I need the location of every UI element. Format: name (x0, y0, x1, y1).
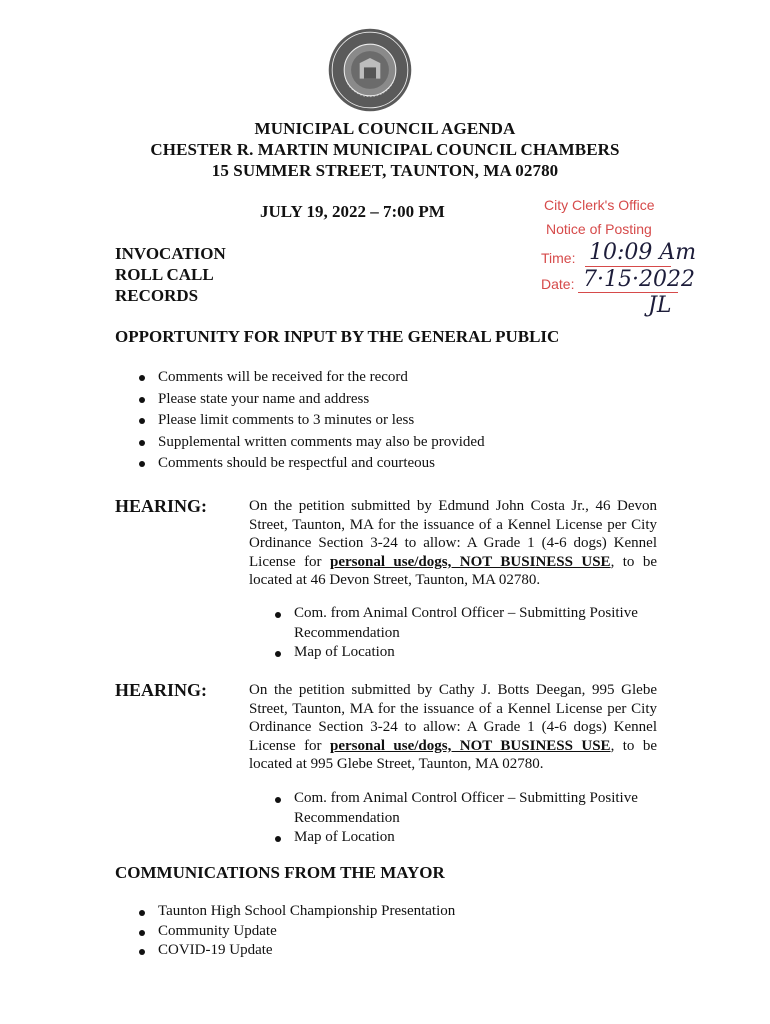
stamp-date-value: 7·15·2022 (583, 267, 695, 292)
hearing-1-text (249, 497, 657, 590)
chambers-line: CHESTER R. MARTIN MUNICIPAL COUNCIL CHAMBERS (150, 140, 620, 159)
list-item: Map of Location (272, 643, 652, 663)
records-heading: RECORDS (115, 286, 199, 305)
hearing-1-text-after: , to be located at 46 Devon Street, Taunton, MA 02780. (249, 553, 657, 588)
public-input-list (136, 367, 485, 475)
hearing-2-text-before: On the petition submitted by Cathy J. Botts Deegan, 995 Glebe Street, Taunton, MA for the issuance of a Kennel License per City Ordinance Section 3-24 to allow: A Grade 1 (4-6 dogs) Kennel License for (249, 682, 657, 754)
list-item: Supplemental written comments may also be provided (136, 432, 485, 454)
mayor-list (136, 902, 455, 961)
hearing-2-text-after: , to be located at 995 Glebe Street, Taunton, MA 02780. (249, 737, 657, 772)
invocation-heading: INVOCATION (115, 244, 226, 263)
hearing-1-label: HEARING: (115, 496, 208, 516)
stamp-date-label: Date: (541, 276, 575, 292)
hearing-2-text (249, 681, 657, 774)
list-item: Com. from Animal Control Officer – Submitting Positive Recommendation (272, 789, 652, 828)
stamp-office: City Clerk's Office (544, 197, 655, 213)
address-line: 15 SUMMER STREET, TAUNTON, MA 02780 (211, 161, 559, 180)
hearing-1-text-before: On the petition submitted by Edmund John Costa Jr., 46 Devon Street, Taunton, MA for the issuance of a Kennel License per City Ordinance Section 3-24 to allow: A Grade 1 (4-6 dogs) Kennel License for (249, 498, 657, 570)
list-item: COVID-19 Update (136, 941, 455, 961)
public-input-heading: OPPORTUNITY FOR INPUT BY THE GENERAL PUBLIC (115, 327, 560, 346)
hearing-2-emphasis: personal use/dogs, NOT BUSINESS USE (329, 737, 611, 754)
list-item: Community Update (136, 922, 455, 942)
mayor-heading: COMMUNICATIONS FROM THE MAYOR (115, 863, 445, 882)
hearing-1-emphasis: personal use/dogs, NOT BUSINESS USE (329, 553, 611, 570)
list-item: Taunton High School Championship Presentation (136, 902, 455, 922)
list-item: Comments will be received for the record (136, 367, 485, 389)
list-item: Please state your name and address (136, 389, 485, 411)
stamp-notice: Notice of Posting (546, 221, 652, 237)
agenda-title: MUNICIPAL COUNCIL AGENDA (254, 119, 516, 138)
list-item: Please limit comments to 3 minutes or less (136, 410, 485, 432)
city-seal-logo (327, 27, 413, 113)
list-item: Comments should be respectful and courteous (136, 453, 485, 475)
hearing-1-attachments (272, 604, 652, 663)
list-item: Map of Location (272, 828, 652, 848)
stamp-time-value: 10:09 Am (589, 240, 697, 265)
hearing-2-attachments (272, 789, 652, 848)
list-item: Com. from Animal Control Officer – Submitting Positive Recommendation (272, 604, 652, 643)
stamp-initials: JL (648, 293, 672, 318)
stamp-time-label: Time: (541, 250, 576, 266)
meeting-date-time: JULY 19, 2022 – 7:00 PM (260, 202, 445, 221)
roll-call-heading: ROLL CALL (115, 265, 214, 284)
hearing-2-label: HEARING: (115, 680, 208, 700)
